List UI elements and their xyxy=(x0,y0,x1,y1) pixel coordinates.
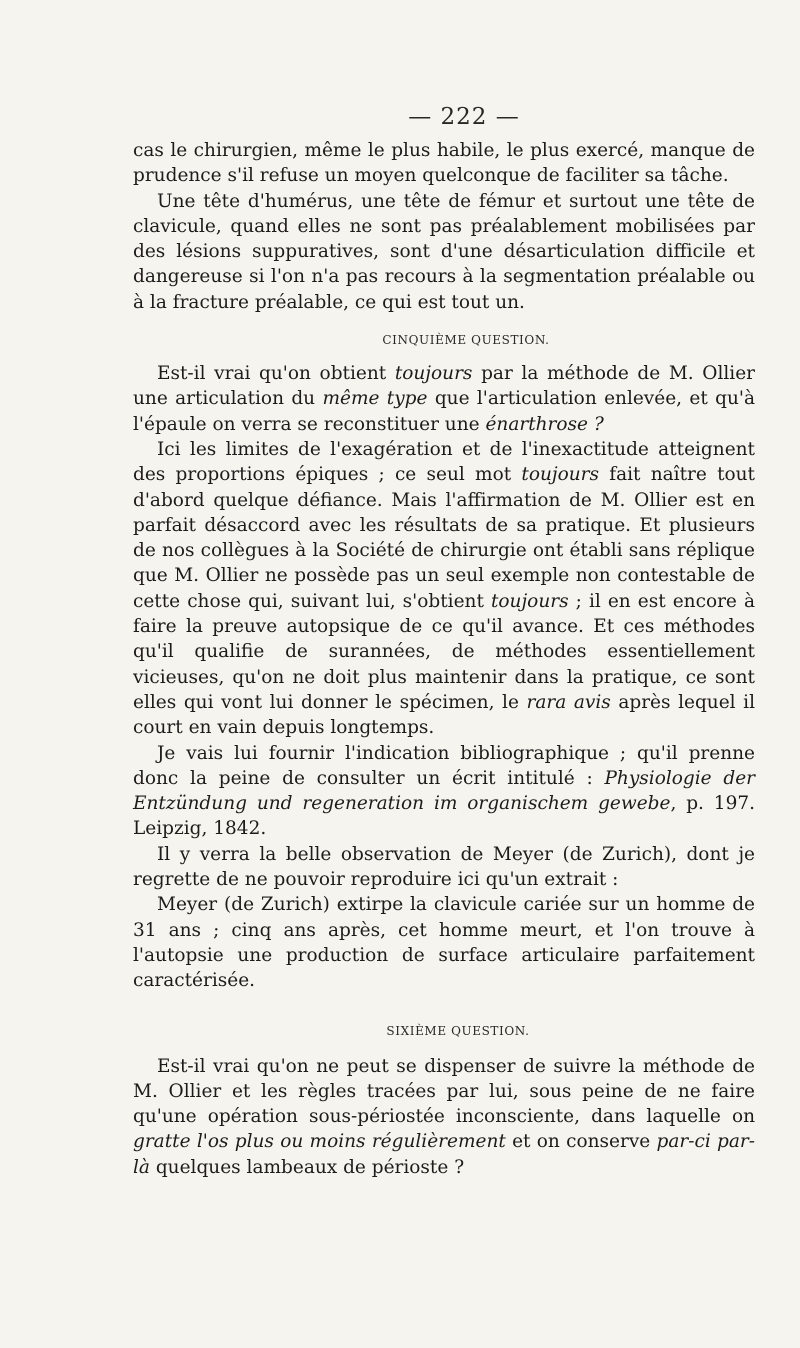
section-heading-sixth-question: SIXIÈME QUESTION. xyxy=(386,1023,530,1038)
paragraph-meyer-extract: Meyer (de Zurich) extirpe la clavicule cariée sur un homme de 31 ans ; cinq ans après, cet homme meurt, et l'on trouve à l'autopsie une production de surface articulaire parfaitement caractérisée. xyxy=(133,894,755,992)
paragraph-bibliography: Je vais lui fournir l'indication bibliographique ; qu'il prenne donc la peine de consulter un écrit intitulé : Physiologie der Entzündung und regeneration im organischem gewebe, p. 197. Leipzig, 1842. xyxy=(133,742,756,840)
paragraph-q5-answer: Ici les limites de l'exagération et de l'inexactitude atteignent des proportions épiques ; ce seul mot toujours fait naître tout d'abord quelque défiance. Mais l'affirmation de M. Ollier est en parfait désaccord avec les résultats de sa pratique. Et plusieurs de nos collègues à la Société de chirurgie ont établi sans réplique que M. Ollier ne possède pas un seul exemple non contestable de cette chose qui, suivant lui, s'obtient toujours ; il en est encore à faire la preuve autopsique de ce qu'il avance. Et ces méthodes qu'il qualifie de surannées, de méthodes essentiellement vicieuses, qu'on ne doit plus maintenir dans la pratique, ce sont elles qui vont lui donner le spécimen, le rara avis après lequel il court en vain depuis longtemps. xyxy=(133,438,755,739)
page-number: — 222 — xyxy=(408,104,520,130)
paragraph-clavicle: Une tête d'humérus, une tête de fémur et surtout une tête de clavicule, quand elles ne sont pas préalablement mobilisées par des lésions suppuratives, sont d'une désarticulation difficile et dangereuse si l'on n'a pas recours à la segmentation préalable ou à la fracture préalable, ce qui est tout un. xyxy=(133,190,755,313)
section-heading-fifth-question: CINQUIÈME QUESTION. xyxy=(382,333,550,348)
paragraph-q6-question: Est-il vrai qu'on ne peut se dispenser de suivre la méthode de M. Ollier et les règles tracées par lui, sous peine de ne faire qu'une opération sous-périostée inconsciente, dans laquelle on gratte l'os plus ou moins régulièrement et on conserve par-ci par-là quelques lambeaux de périoste ? xyxy=(133,1055,756,1178)
paragraph-meyer-intro: Il y verra la belle observation de Meyer (de Zurich), dont je regrette de ne pouvoir reproduire ici qu'un extrait : xyxy=(133,843,755,891)
paragraph-q5-question: Est-il vrai qu'on obtient toujours par la méthode de M. Ollier une articulation du même type que l'articulation enlevée, et qu'à l'épaule on verra se reconstituer une énarthrose ? xyxy=(133,363,755,435)
page-body xyxy=(133,104,755,1180)
paragraph-continuation: cas le chirurgien, même le plus habile, le plus exercé, manque de prudence s'il refuse un moyen quelconque de faciliter sa tâche. xyxy=(133,140,755,187)
